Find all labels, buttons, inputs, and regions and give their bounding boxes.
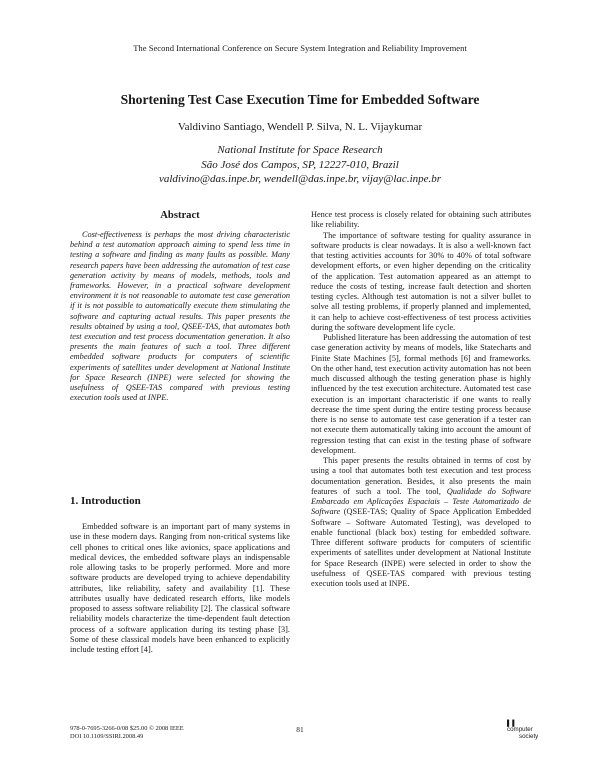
page-number: 81 <box>296 725 304 734</box>
computer-society-logo <box>497 721 541 741</box>
affiliation-institute: National Institute for Space Research <box>217 144 383 156</box>
introduction-paragraph-1: Embedded software is an important part of many systems in use in these modern days. Ranging from non-critical systems like cell phones to critical ones like avionics, space applications and medical devices, the embedded software plays an indispensable role allowing tasks to be properly performed. More and more software products are developed trying to achieve dependability attributes, like reliability, safety and availability [1]. These attributes usually have dedicated research efforts, like models proposed to assess software reliability [2]. The classical software reliability models characterize the time-dependent fault detection process of a software application during its testing phase [3]. Some of these classical models have been enhanced to explicitly include testing effort [4]. <box>70 522 290 654</box>
right-column <box>311 210 531 589</box>
affiliation-emails: valdivino@das.inpe.br, wendell@das.inpe.br, vijay@lac.inpe.br <box>158 173 442 186</box>
affiliation-block <box>0 143 600 187</box>
abstract-text: Cost-effectiveness is perhaps the most driving characteristic behind a test automation approach aiming to spend less time in testing a software and finding as many faults as possible. Many research papers have been addressing the automation of test case generation activity by means of models, methods, tools and frameworks. However, in a practical software development environment it is not reasonable to automate test case generation if it is not possible to automatically execute them stimulating the software and capturing actual results. This paper presents the results obtained by using a tool, QSEE-TAS, that automates both test execution and test process documentation generation. It also presents the main features of such a tool. Three different embedded software products for computers of scientific experiments of satellites under development at National Institute for Space Research (INPE) were selected for showing the usefulness of QSEE-TAS compared with previous testing execution tools used at INPE. <box>70 230 290 403</box>
right-paragraph-3: Published literature has been addressing the automation of test case generation activity by means of models, like Statecharts and Finite State Machines [5], formal methods [6] and frameworks. On the other hand, test execution activity automation has not been much discussed although the testing generation phase is highly influenced by the test execution architecture. Automated test case execution is an important characteristic if one wants to really decrease the time spent during the entire testing process because there is no sense to automate test case generation if a tester can not execute them automatically taking into account the amount of regression testing that can exist in the testing phase of software development. <box>311 333 531 455</box>
right-paragraph-2: The importance of software testing for quality assurance in software products is clear nowadays. It is also a well-known fact that testing activities accounts for 30% to 40% of total software development efforts, or even higher depending on the criticality of the application. Test automation appeared as an attempt to reduce the costs of testing, increase fault detection and shorten testing cycles. Although test automation is not a silver bullet to solve all testing problems, if properly planned and implemented, it can help to achieve cost-effectiveness of test process activities during the software development life cycle. <box>311 230 531 332</box>
logo-mark-icon: ▌▌ <box>507 721 518 727</box>
right-paragraph-4 <box>311 456 531 589</box>
paper-authors: Valdivino Santiago, Wendell P. Silva, N. L. Vijaykumar <box>177 121 423 133</box>
introduction-heading: 1. Introduction <box>70 495 141 507</box>
footer-isbn: 978-0-7695-3266-0/08 $25.00 © 2008 IEEE <box>70 725 184 732</box>
abstract-heading: Abstract <box>160 210 200 221</box>
para4-end: (QSEE-TAS; Quality of Space Application Embedded Software – Software Automated Testing), was developed to enable functional (black box) testing for embedded software. Three different software products for computers of scientific experiments of satellites under development at National Institute for Space Research (INPE) were selected in order to show the usefulness of QSEE-TAS compared with previous testing execution tools used at INPE. <box>311 507 531 588</box>
footer-doi: DOI 10.1109/SSIRI.2008.49 <box>70 733 144 740</box>
para4-start: This paper presents the results obtained in terms of cost by using a tool that automates both test execution and test process documentation generation. Besides, it also presents the main features of such a tool. The tool, <box>311 456 531 496</box>
affiliation-location: São José dos Campos, SP, 12227-010, Brazil <box>201 158 399 171</box>
logo-text-society: society <box>519 733 539 740</box>
right-paragraph-continued: Hence test process is closely related for obtaining such attributes like reliability. <box>311 210 531 230</box>
conference-header: The Second International Conference on Secure System Integration and Reliability Improvement <box>133 43 467 53</box>
logo-text-computer: computer <box>507 726 533 733</box>
para4-italic-tool-name: Qualidade do Software Embarcado em Aplicações Espaciais – Teste Automatizado de Software <box>311 486 531 517</box>
introduction-body <box>70 522 290 655</box>
paper-title: Shortening Test Case Execution Time for Embedded Software <box>120 92 480 107</box>
left-column <box>70 210 290 403</box>
